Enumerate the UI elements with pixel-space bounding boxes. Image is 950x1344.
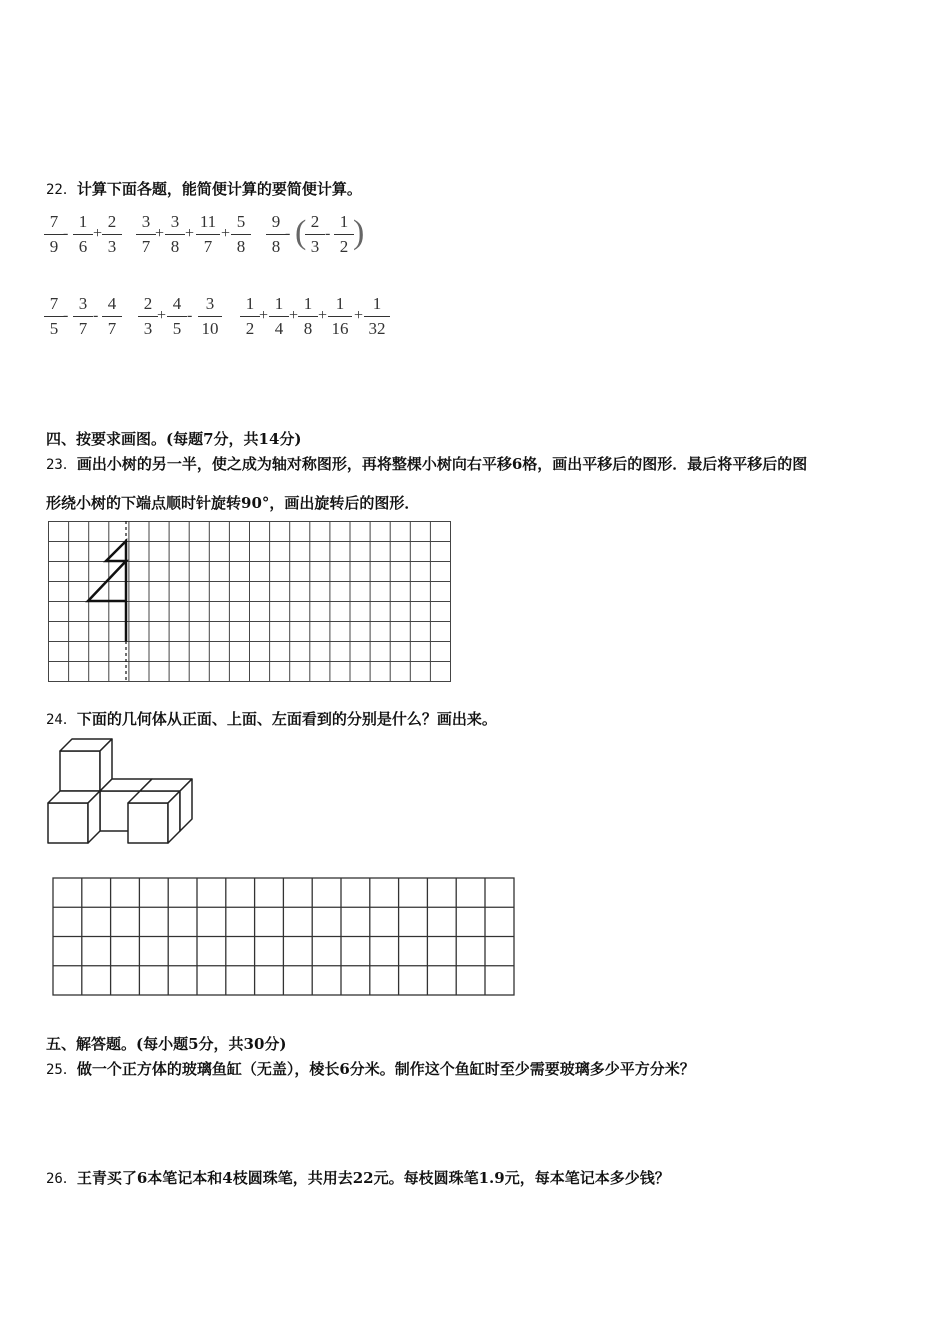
q22-prompt — [46, 178, 362, 199]
question-text: 做一个正方体的玻璃鱼缸（无盖），棱长6分米。制作这个鱼缸时至少需要玻璃多少平方分米？ — [76, 1060, 695, 1078]
question-number: 22． — [46, 182, 77, 198]
half-tree-shape — [88, 541, 126, 641]
section-4-title: 四、按要求画图。(每题7分，共14分) — [46, 430, 302, 448]
question-text: 画出小树的另一半，使之成为轴对称图形，再将整棵小树向右平移6格，画出平移后的图形．最后将平移后的图 — [76, 455, 808, 473]
question-number: 25． — [46, 1062, 77, 1078]
tree-grid-figure — [48, 521, 458, 686]
q23-prompt-line-1 — [46, 453, 807, 474]
views-answer-grid — [52, 876, 518, 998]
expression-3: 9 8 - ( 2 3 - 1 2 ) — [266, 212, 366, 262]
q23-prompt-line-2: 形绕小树的下端点顺时针旋转90°，画出旋转后的图形． — [46, 494, 420, 512]
cubes-solid-figure — [46, 737, 206, 852]
question-text: 计算下面各题，能简便计算的要简便计算。 — [76, 180, 362, 198]
expression-2: 3 7 + 3 8 + 11 7 + 5 8 — [136, 212, 256, 262]
question-text: 下面的几何体从正面、上面、左面看到的分别是什么？画出来。 — [76, 710, 497, 728]
section-5-title: 五、解答题。(每小题5分，共30分) — [46, 1035, 287, 1053]
question-text: 王青买了6本笔记本和4枝圆珠笔，共用去22元。每枝圆珠笔1.9元，每本笔记本多少钱？ — [76, 1169, 670, 1187]
expression-6: 1 2 + 1 4 + 1 8 + 1 16 + 1 32 — [240, 294, 400, 344]
expression-4: 7 5 - 3 7 - 4 7 — [44, 294, 134, 344]
q24-prompt — [46, 708, 497, 729]
q25-prompt — [46, 1058, 695, 1079]
question-number: 24． — [46, 712, 77, 728]
expression-1: 7 9 - 1 6 + 2 3 — [44, 212, 134, 262]
question-number: 23． — [46, 457, 77, 473]
question-number: 26． — [46, 1171, 77, 1187]
expression-5: 2 3 + 4 5 - 3 10 — [138, 294, 228, 344]
q26-prompt — [46, 1167, 670, 1188]
